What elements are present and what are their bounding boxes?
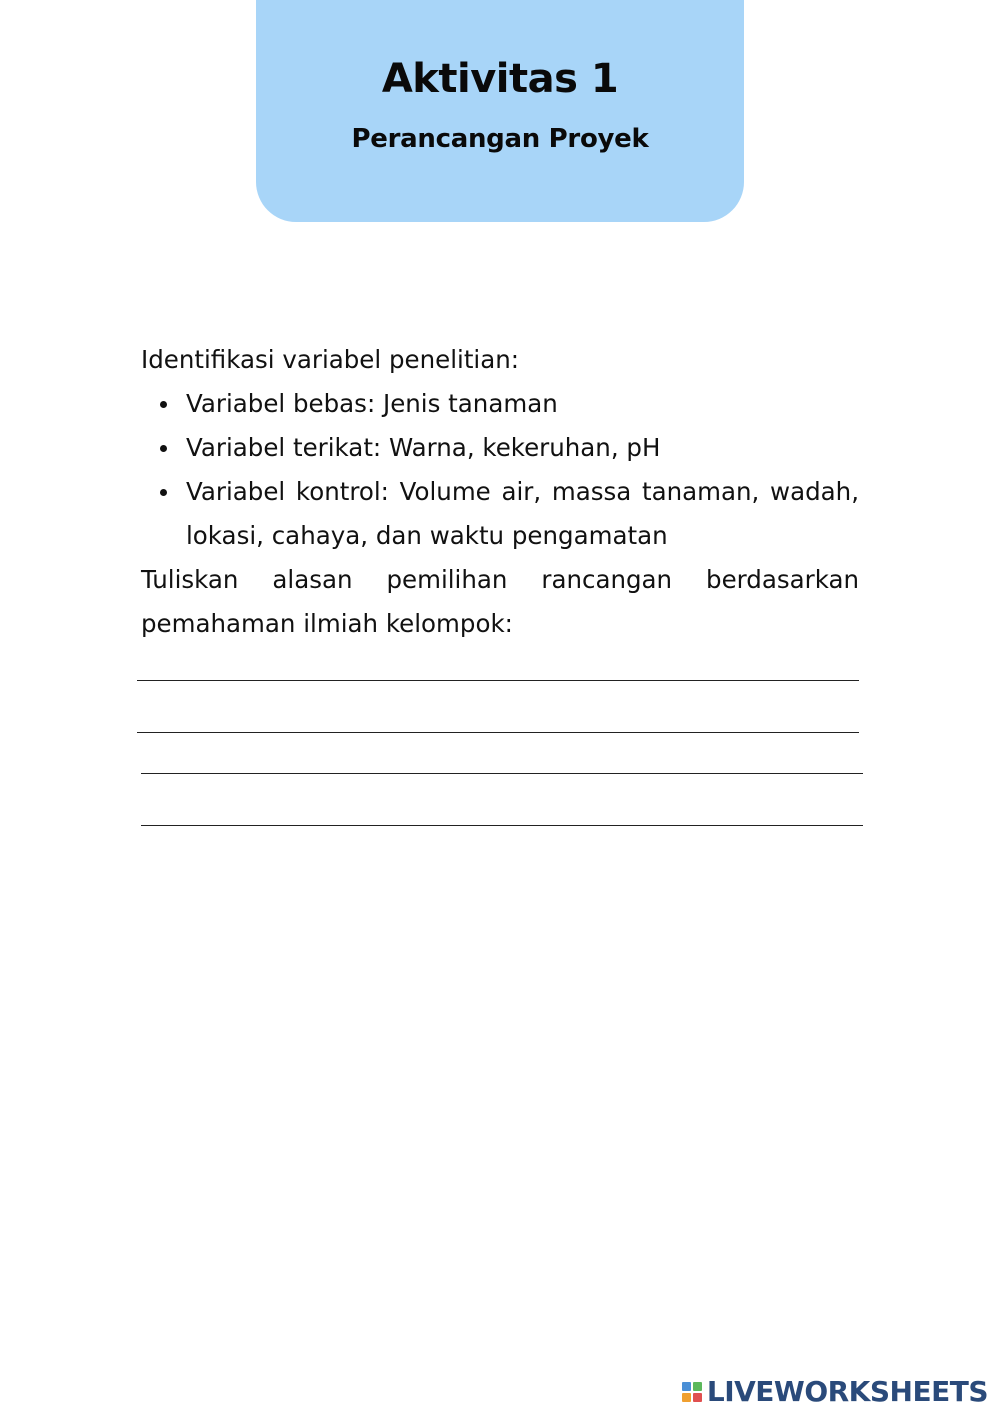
intro-text: Identifikasi variabel penelitian: bbox=[141, 345, 520, 374]
answer-line-2[interactable] bbox=[137, 732, 859, 733]
page-subtitle: Perancangan Proyek bbox=[351, 124, 649, 154]
variable-item-kontrol: Variabel kontrol: Volume air, massa tanaman, wadah, lokasi, cahaya, dan waktu pengamatan bbox=[141, 470, 859, 558]
answer-line-1[interactable] bbox=[137, 680, 859, 681]
liveworksheets-logo bbox=[682, 1375, 988, 1408]
variable-list bbox=[141, 382, 859, 558]
answer-line-3[interactable] bbox=[141, 773, 863, 774]
liveworksheets-logo-icon bbox=[682, 1382, 702, 1402]
page-title: Aktivitas 1 bbox=[381, 56, 619, 102]
header-tab bbox=[256, 0, 744, 222]
instruction-text: Tuliskan alasan pemilihan rancangan berdasarkan pemahaman ilmiah kelompok: bbox=[141, 565, 859, 638]
worksheet-content bbox=[141, 338, 859, 646]
liveworksheets-logo-text: LIVEWORKSHEETS bbox=[706, 1375, 988, 1408]
variable-item-bebas: Variabel bebas: Jenis tanaman bbox=[141, 382, 859, 426]
answer-line-4[interactable] bbox=[141, 825, 863, 826]
variable-item-terikat: Variabel terikat: Warna, kekeruhan, pH bbox=[141, 426, 859, 470]
